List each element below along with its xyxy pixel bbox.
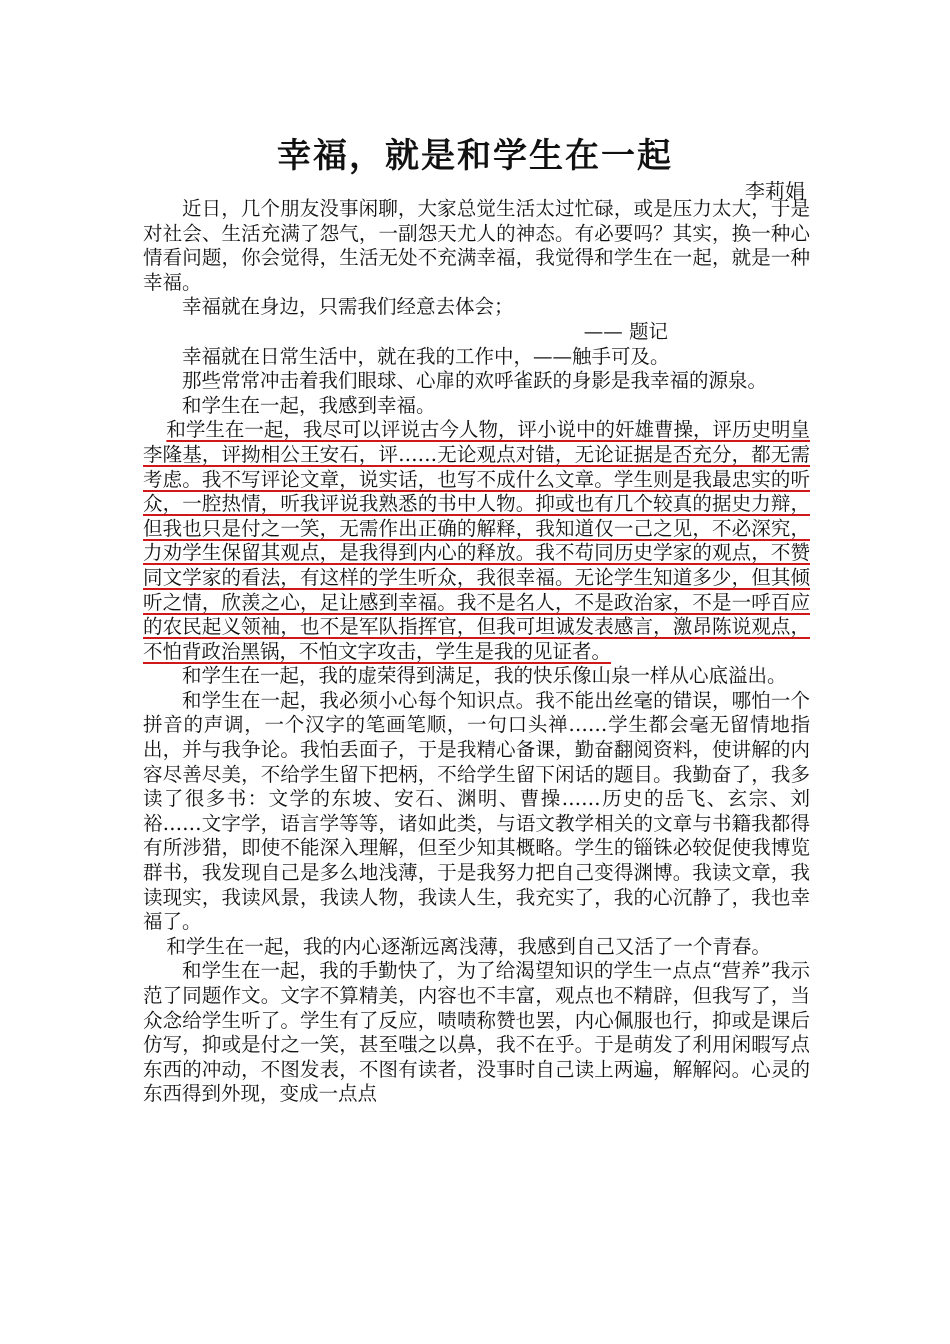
essay-body — [143, 197, 810, 1107]
red-underline-annotation: 和学生在一起，我尽可以评说古今人物，评小说中的奸雄曹操，评历史明皇李隆基，评拗相公王安石，评……无论观点对错，无论证据是否充分，都无需考虑。我不写评论文章，说实话，也写不成什么文章。学生则是我最忠实的听众，一腔热情，听我评说我熟悉的书中人物。抑或也有几个较真的据史力辩，但我也只是付之一笑，无需作出正确的解释，我知道仅一己之见，不必深究，力劝学生保留其观点，是我得到内心的释放。我不苟同历史学家的观点，不赞同文学家的看法，有这样的学生听众，我很幸福。无论学生知道多少，但其倾听之情，欣羡之心，足让感到幸福。我不是名人，不是政治家，不是一呼百应的农民起义领袖，也不是军队指挥官，但我可坦诚发表感言，激昂陈说观点，不怕背政治黑锅，不怕文字攻击，学生是我的见证者。 — [143, 418, 810, 663]
paragraph-intro: 近日，几个朋友没事闲聊，大家总觉生活太过忙碌，或是压力太大，于是对社会、生活充满了怨气，一副怨天尤人的神态。有必要吗？其实，换一种心情看问题，你会觉得，生活无处不充满幸福，我觉得和学生在一起，就是一种幸福。 — [143, 197, 810, 294]
paragraph-careful: 和学生在一起，我必须小心每个知识点。我不能出丝毫的错误，哪怕一个拼音的声调，一个汉字的笔画笔顺，一句口头禅……学生都会毫无留情地指出，并与我争论。我怕丢面子，于是我精心备课，勤奋翻阅资料，使讲解的内容尽善尽美，不给学生留下把柄，不给学生留下闲话的题目。我勤奋了，我多读了很多书：文学的东坡、安石、渊明、曹操……历史的岳飞、玄宗、刘裕……文字学，语言学等等，诸如此类，与语文教学相关的文章与书籍我都得有所涉猎，即使不能深入理解，但至少知其概略。学生的锱铢必较促使我博览群书，我发现自己是多么地浅薄，于是我努力把自己变得渊博。我读文章，我读现实，我读风景，我读人物，我读人生，我充实了，我的心沉静了，我也幸福了。 — [143, 688, 810, 934]
paragraph-daily-life: 幸福就在日常生活中，就在我的工作中，——触手可及。 — [182, 344, 670, 368]
paragraph-vanity: 和学生在一起，我的虚荣得到满足，我的快乐像山泉一样从心底溢出。 — [182, 664, 787, 688]
paragraph-youth: 和学生在一起，我的内心逐渐远离浅薄，我感到自己又活了一个青春。 — [166, 934, 771, 958]
essay-title: 幸福，就是和学生在一起 — [277, 136, 673, 176]
paragraph-epigraph: 幸福就在身边，只需我们经意去体会； — [182, 295, 514, 319]
paragraph-underlined — [143, 418, 810, 664]
author-name: 李莉娟 — [745, 179, 805, 203]
paragraph-happy: 和学生在一起，我感到幸福。 — [182, 393, 436, 417]
paragraph-writing: 和学生在一起，我的手勤快了，为了给渴望知识的学生一点点“营养”我示范了同题作文。文字不算精美，内容也不丰富，观点也不精辟，但我写了，当众念给学生听了。学生有了反应，啧啧称赞也罢，内心佩服也行，抑或是课后仿写，抑或是付之一笑，甚至嗤之以鼻，我不在乎。于是萌发了利用闲暇写点东西的冲动，不图发表，不图有读者，没事时自己读上两遍，解解闷。心灵的东西得到外现，变成一点点 — [143, 959, 810, 1106]
epigraph-signature: —— 题记 — [583, 319, 668, 343]
paragraph-source: 那些常常冲击着我们眼球、心扉的欢呼雀跃的身影是我幸福的源泉。 — [182, 369, 768, 393]
